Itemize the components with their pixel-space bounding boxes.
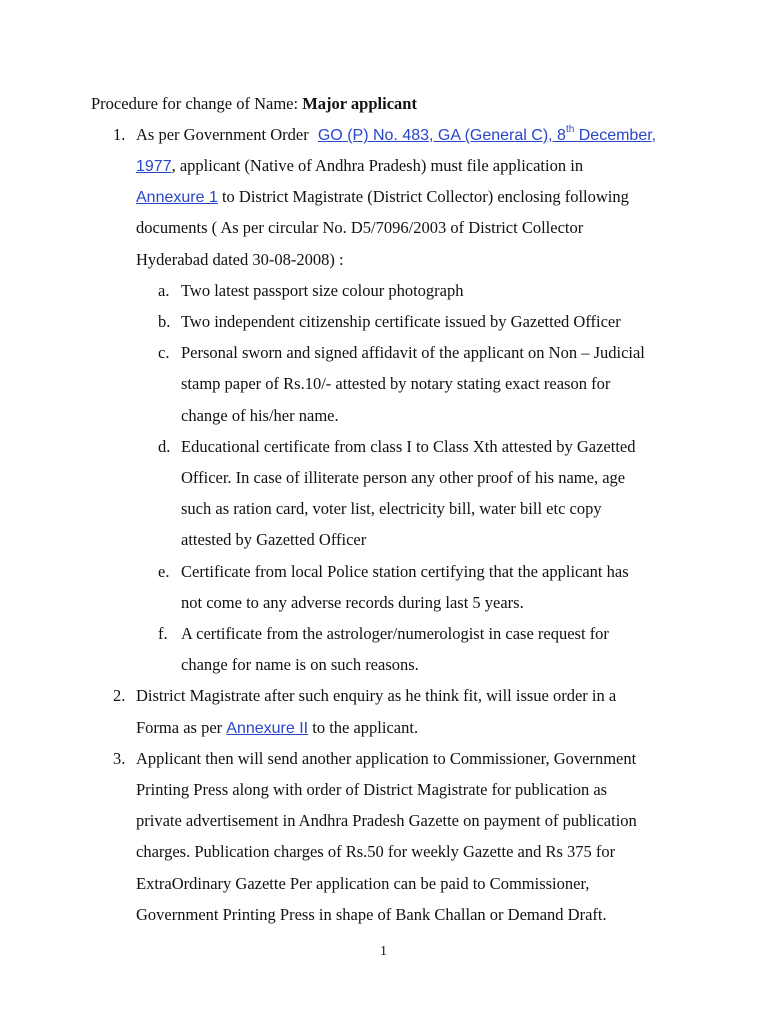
item-2-line-2 [136, 718, 418, 739]
item-1-line-1 [136, 125, 656, 146]
annexure-1-link[interactable]: Annexure 1 [136, 189, 218, 206]
sub-item-c-letter: c. [158, 343, 170, 362]
sub-item-d-line-3: such as ration card, voter list, electricity bill, water bill etc copy [181, 499, 602, 518]
sub-item-a-line-1: Two latest passport size colour photograph [181, 281, 464, 300]
sub-item-c-line-3: change of his/her name. [181, 406, 339, 425]
item-3-number: 3. [113, 749, 126, 768]
item-1-line-4: documents ( As per circular No. D5/7096/2003 of District Collector [136, 218, 584, 237]
item-3-line-5: ExtraOrdinary Gazette Per application can be paid to Commissioner, [136, 874, 590, 893]
item-3-line-1: Applicant then will send another application to Commissioner, Government [136, 749, 637, 768]
sub-item-f-line-2: change for name is on such reasons. [181, 655, 419, 674]
heading-prefix: Procedure for change of Name: [91, 94, 303, 113]
item-1-line-2-text: , applicant (Native of Andhra Pradesh) must file application in [171, 156, 584, 175]
item-2-line-2-post: to the applicant. [308, 718, 419, 737]
page-number: 1 [380, 944, 387, 959]
sub-item-c-line-1: Personal sworn and signed affidavit of the applicant on Non – Judicial [181, 343, 645, 362]
sub-item-b-letter: b. [158, 312, 171, 331]
item-2-line-1: District Magistrate after such enquiry as he think fit, will issue order in a [136, 686, 617, 705]
sub-item-e-letter: e. [158, 562, 170, 581]
annexure-2-link[interactable]: Annexure II [226, 720, 309, 737]
heading-bold: Major applicant [302, 94, 417, 113]
sub-item-e-line-1: Certificate from local Police station certifying that the applicant has [181, 562, 629, 581]
sub-item-d-line-2: Officer. In case of illiterate person any other proof of his name, age [181, 468, 626, 487]
item-1-line-5: Hyderabad dated 30-08-2008) : [136, 250, 344, 269]
sub-item-a-letter: a. [158, 281, 170, 300]
item-1-line-3-text: to District Magistrate (District Collector) enclosing following [217, 187, 629, 206]
sub-item-f-line-1: A certificate from the astrologer/numerologist in case request for [181, 624, 609, 643]
item-1-line-3 [136, 187, 629, 208]
sub-item-e-line-2: not come to any adverse records during last 5 years. [181, 593, 524, 612]
go-order-link[interactable]: GO (P) No. 483, GA (General C), 8th December, [317, 123, 657, 144]
sub-item-d-letter: d. [158, 437, 171, 456]
item-3-line-2: Printing Press along with order of District Magistrate for publication as [136, 780, 608, 799]
sub-item-d-line-1: Educational certificate from class I to Class Xth attested by Gazetted [181, 437, 636, 456]
item-3-line-3: private advertisement in Andhra Pradesh Gazette on payment of publication [136, 811, 637, 830]
sub-item-c-line-2: stamp paper of Rs.10/- attested by notary stating exact reason for [181, 374, 611, 393]
item-3-line-6: Government Printing Press in shape of Bank Challan or Demand Draft. [136, 905, 607, 924]
item-2-number: 2. [113, 686, 126, 705]
sub-item-d-line-4: attested by Gazetted Officer [181, 530, 367, 549]
sub-item-b-line-1: Two independent citizenship certificate issued by Gazetted Officer [181, 312, 621, 331]
item-2-line-2-pre: Forma as per [136, 718, 227, 737]
page-heading [91, 94, 417, 114]
item-1-line-2 [136, 156, 583, 177]
item-3-line-4: charges. Publication charges of Rs.50 for weekly Gazette and Rs 375 for [136, 842, 616, 861]
item-1-pre: As per Government Order [136, 125, 313, 144]
go-order-link-year[interactable]: 1977 [136, 158, 172, 175]
sub-item-f-letter: f. [158, 624, 168, 643]
item-1-number: 1. [113, 125, 126, 144]
